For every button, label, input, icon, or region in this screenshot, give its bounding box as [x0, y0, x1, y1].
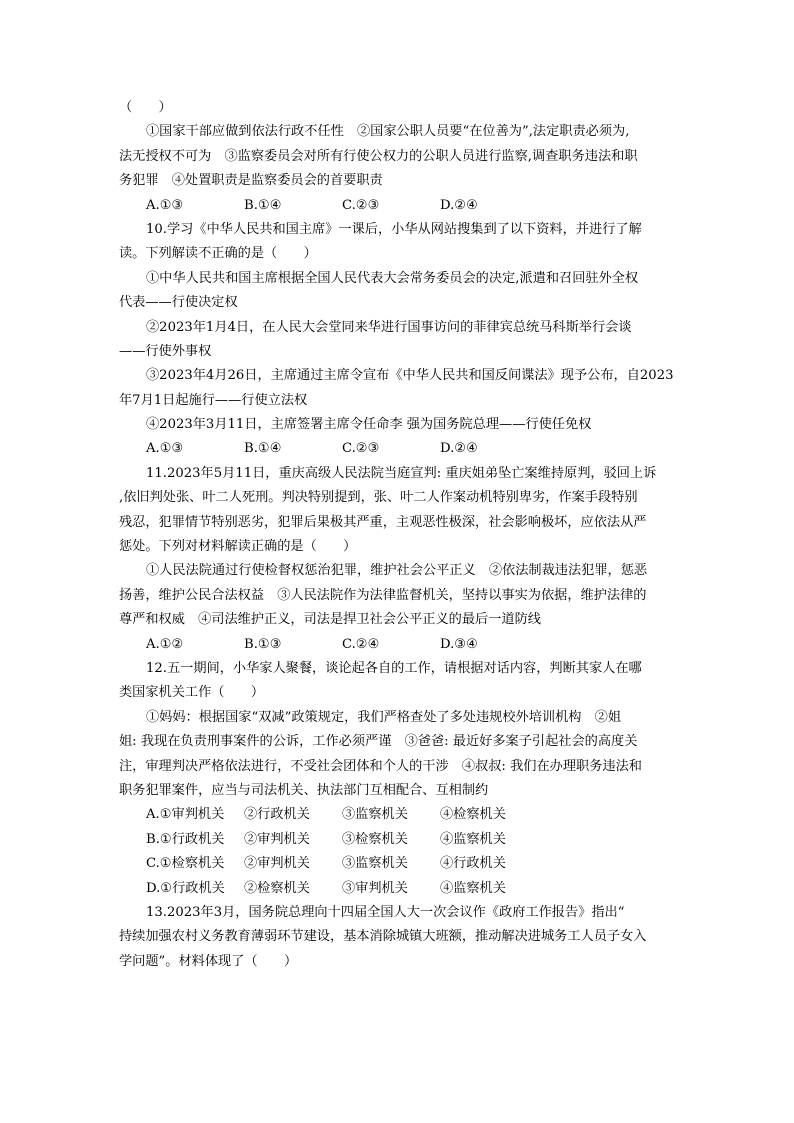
q11-options — [119, 633, 685, 657]
q11-item: 尊严和权威 ④司法维护正义，司法是捍卫社会公平正义的最后一道防线 — [119, 612, 541, 628]
q10-options — [119, 437, 685, 461]
q12-item: ①妈妈：根据国家“双减”政策规定，我们严格查处了多处违规校外培训机构 ②姐 — [146, 709, 622, 725]
q9-statement-line: 法无授权不可为 ③监察委员会对所有行使公权力的公职人员进行监察,调查职务违法和职 — [119, 148, 638, 164]
q9-option-a[interactable]: A.①③ — [146, 197, 184, 213]
q13-stem: 13.2023年3月，国务院总理向十四届全国人大一次会议作《政府工作报告》指出“ — [146, 904, 625, 920]
q9-statement-line: 务犯罪 ④处置职责是监察委员会的首要职责 — [119, 173, 383, 189]
q12-option-part: ③监察机关 — [342, 807, 408, 823]
q11-stem: 残忍，犯罪情节特别恶劣，犯罪后果极其严重，主观恶性极深，社会影响极坏，应依法从严 — [119, 514, 647, 530]
q12-option-a[interactable] — [119, 803, 685, 827]
q10-item: ②2023年1月4日，在人民大会堂同来华进行国事访问的菲律宾总统马科斯举行会谈 — [146, 319, 632, 335]
q9-answer-bracket: （ ） — [119, 100, 172, 115]
q12-stem: 12.五一期间，小华家人聚餐，谈论起各自的工作，请根据对话内容，判断其家人在哪 — [146, 660, 642, 676]
q12-option-part: ②审判机关 — [244, 831, 310, 847]
q9-options — [119, 194, 685, 218]
q10-item: 代表——行使决定权 — [119, 295, 238, 311]
q9-option-d[interactable]: D.②④ — [440, 197, 478, 213]
q10-option-d[interactable]: D.②④ — [440, 441, 478, 457]
q12-option-part: A.①审判机关 — [146, 807, 225, 823]
q12-option-b[interactable] — [119, 828, 685, 852]
q12-item: 职务犯罪案件，应当与司法机关、执法部门互相配合、互相制约 — [119, 782, 489, 798]
q9-option-c[interactable]: C.②③ — [342, 197, 380, 213]
q10-stem: 读。下列解读不正确的是（ ） — [119, 246, 317, 262]
q13-stem: 持续加强农村义务教育薄弱环节建设，基本消除城镇大班额，推动解决进城务工人员子女入 — [119, 929, 647, 945]
q10-item: ③2023年4月26日，主席通过主席令宣布《中华人民共和国反间谍法》现予公布，自2023 — [146, 368, 674, 384]
q10-item: ④2023年3月11日，主席签署主席令任命李 强为国务院总理——行使任免权 — [146, 417, 592, 433]
q12-option-part: ④检察机关 — [440, 807, 506, 823]
q10-item: ——行使外事权 — [119, 343, 212, 359]
q12-option-part: ③审判机关 — [342, 880, 408, 896]
q12-option-part: ④监察机关 — [440, 831, 506, 847]
q12-option-part: ③检察机关 — [342, 831, 408, 847]
q11-option-c[interactable]: C.②④ — [342, 636, 380, 652]
q12-option-part: D.①行政机关 — [146, 880, 225, 896]
q10-stem: 10.学习《中华人民共和国主席》一课后，小华从网站搜集到了以下资料，并进行了解 — [146, 221, 642, 237]
q11-option-d[interactable]: D.③④ — [440, 636, 478, 652]
q13-stem: 学问题”。材料体现了（ ） — [119, 953, 298, 969]
q12-option-part: B.①行政机关 — [146, 831, 225, 847]
q12-item: 注，审理判决严格依法进行，不受社会团体和个人的干涉 ④叔叔: 我们在办理职务违法和 — [119, 758, 642, 774]
q12-stem: 类国家机关工作（ ） — [119, 685, 265, 701]
q11-stem: ,依旧判处张、叶二人死刑。判决特别提到，张、叶二人作案动机特别卑劣，作案手段特别 — [119, 490, 638, 506]
q9-statement-line: ①国家干部应做到依法行政不任性 ②国家公职人员要“在位善为”,法定职责必须为, — [146, 124, 630, 140]
q9-option-b[interactable]: B.①④ — [244, 197, 282, 213]
document-page — [119, 96, 685, 974]
q12-option-part: C.①检察机关 — [146, 856, 225, 872]
q11-option-b[interactable]: B.①③ — [244, 636, 282, 652]
q10-option-b[interactable]: B.①④ — [244, 441, 282, 457]
q12-option-c[interactable] — [119, 852, 685, 876]
q10-item: 年7月1日起施行——行使立法权 — [119, 392, 308, 408]
q11-item: ①人民法院通过行使检督权惩治犯罪，维护社会公平正义 ②依法制裁违法犯罪，惩恶 — [146, 563, 648, 579]
q12-option-part: ④行政机关 — [440, 856, 506, 872]
q12-option-part: ②审判机关 — [244, 856, 310, 872]
q11-stem: 惩处。下列对材料解读正确的是（ ） — [119, 539, 357, 555]
q12-option-part: ④监察机关 — [440, 880, 506, 896]
q11-stem: 11.2023年5月11日，重庆高级人民法院当庭宣判: 重庆姐弟坠亡案维持原判，驳回上诉 — [146, 465, 657, 481]
q12-option-part: ②行政机关 — [244, 807, 310, 823]
q11-option-a[interactable]: A.①② — [146, 636, 184, 652]
q11-item: 扬善，维护公民合法权益 ③人民法院作为法律监督机关，坚持以事实为依据，维护法律的 — [119, 587, 647, 603]
q12-option-d[interactable] — [119, 877, 685, 901]
q12-item: 姐: 我现在负责刑事案件的公诉，工作必须严谨 ③爸爸: 最近好多案子引起社会的高度关 — [119, 734, 638, 750]
q10-option-a[interactable]: A.①③ — [146, 441, 184, 457]
q12-option-part: ③监察机关 — [342, 856, 408, 872]
q10-option-c[interactable]: C.②③ — [342, 441, 380, 457]
q12-option-part: ②检察机关 — [244, 880, 310, 896]
q10-item: ①中华人民共和国主席根据全国人民代表大会常务委员会的决定,派遣和召回驻外全权 — [146, 270, 639, 286]
